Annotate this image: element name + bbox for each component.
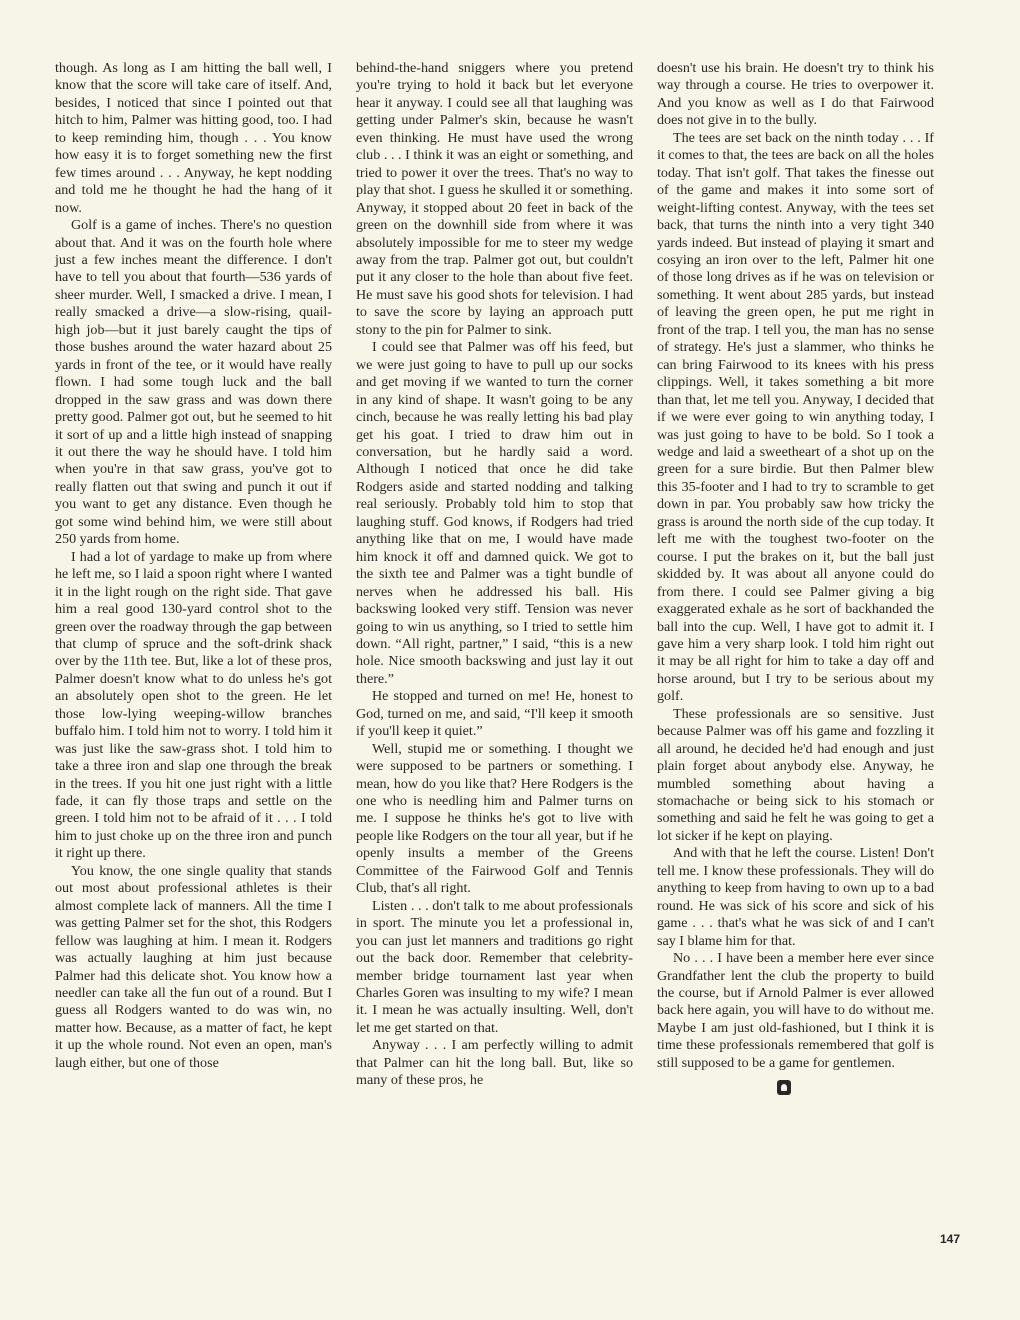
paragraph: behind-the-hand sniggers where you pretend you're trying to hold it back but let everyone hear it anyway. I could see all that laughing was getting under Palmer's skin, because he wasn't even thinking. He must have used the wrong club . . . I think it was an eight or something, and tried to power it over the trees. That's no way to play that shot. I guess he skulled it or something. Anyway, it stopped about 20 feet in back of the green on the downhill side from where it was absolutely impossible for me to steer my wedge away from the trap. Palmer got out, but couldn't put it any closer to the hole than about five feet. He must save his good shots for television. I had to save the score by laying an approach putt stony to the pin for Palmer to sink.: [356, 60, 633, 338]
paragraph: You know, the one single quality that stands out most about professional athletes is their almost complete lack of manners. All the time I was getting Palmer set for the shot, this Rodgers fellow was laughing at him. I mean it. Rodgers was actually laughing at him just because Palmer had this delicate shot. You know how a needler can take all the fun out of a round. But I guess all Rodgers wanted to do was win, no matter how. Because, as a matter of fact, he kept it up the whole round. Not even an open, man's laugh either, but one of those: [55, 862, 332, 1071]
column-1: [55, 60, 332, 1260]
paragraph: Golf is a game of inches. There's no question about that. And it was on the fourth hole where just a few inches meant the difference. I don't have to tell you about that fourth—536 yards of sheer murder. Well, I smacked a drive. I mean, I really smacked a drive—a slow-rising, quail-high job—but it just barely caught the tips of those bushes around the water hazard about 25 yards in front of the tee, or it would have really flown. I had some tough luck and the ball dropped in the saw grass and was down there pretty good. Palmer got out, but he seemed to hit it sort of up and a little high instead of snapping it out there the way he should have. I told him when you're in that saw grass, you've got to really flatten out that swing and punch it out if you want to get any distance. Even though he got some wind behind him, we were still about 250 yards from home.: [55, 217, 332, 548]
paragraph: No . . . I have been a member here ever since Grandfather lent the club the property to build the course, but if Arnold Palmer is ever allowed back here again, you will have to do without me. Maybe I am just old-fashioned, but I think it is time these professionals remembered that golf is still supposed to be a game for gentlemen.: [657, 950, 934, 1071]
paragraph: And with that he left the course. Listen! Don't tell me. I know these professionals. They will do anything to keep from having to own up to a bad round. He was sick of his score and sick of his game . . . that's what he was sick of and I can't say I blame him for that.: [657, 845, 934, 949]
paragraph: The tees are set back on the ninth today . . . If it comes to that, the tees are back on all the holes today. That isn't golf. That takes the finesse out of the game and makes it into some sort of weight-lifting contest. Anyway, with the tees set back, that turns the ninth into a very tight 340 yards indeed. But instead of playing it smart and cosying an iron over to the left, Palmer hit one of those long drives as if he was on television or something. It went about 285 yards, but instead of leaving the green open, he put me right in front of the trap. I tell you, the man has no sense of strategy. He's just a slammer, who thinks he can bring Fairwood to its knees with his press clippings. Well, it takes something a bit more than that, let me tell you. Anyway, I decided that if we were ever going to win anything today, I was just going to have to be bold. So I took a wedge and laid a sweetheart of a shot up on the green for a sure birdie. But then Palmer blew this 35-footer and I had to try to scramble to get down in par. You probably saw how tricky the grass is around the north side of the cup today. It left me with the toughest two-footer on the course. I put the brakes on it, but the ball just skidded by. It was about all anyone could do from there. I could see Palmer giving a big exaggerated exhale as he sort of backhanded the ball into the cup. Well, I have got to admit it. I gave him a very sharp look. I told him right out it may be all right for him to take a day off and horse around, but I try to be serious about my golf.: [657, 129, 934, 705]
column-3: [657, 60, 934, 1260]
page-number: 147: [939, 1232, 960, 1246]
article-body: [55, 60, 935, 1260]
paragraph: These professionals are so sensitive. Just because Palmer was off his game and fozzling it all around, he decided he'd had enough and just plain forget about anybody else. Anyway, he mumbled something about having a stomachache or being sick to his stomach or something and said he felt he was going to get a lot sicker if he kept on playing.: [657, 705, 934, 844]
paragraph: though. As long as I am hitting the ball well, I know that the score will take care of itself. And, besides, I noticed that since I pointed out that hitch to him, Palmer was hitting good, too. I had to keep reminding him, though . . . You know how easy it is to forget something new the first few times around . . . Anyway, he kept nodding and told me he thought he had the hang of it now.: [55, 60, 332, 216]
paragraph: I had a lot of yardage to make up from where he left me, so I laid a spoon right where I wanted it in the light rough on the right side. That gave him a real good 130-yard control shot to the green over the roadway through the gap between that clump of spruce and the soft-drink shack over by the 11th tee. But, like a lot of these pros, Palmer doesn't know what to do unless he's got an absolutely open shot to the green. He let those low-lying weeping-willow branches buffalo him. I told him not to worry. I told him it was just like the saw-grass shot. I told him to take a three iron and slap one through the break in the trees. If you hit one just right with a little fade, it can fly those traps and settle on the green. I told him not to be afraid of it . . . I told him to just choke up on the three iron and punch it right up there.: [55, 548, 332, 862]
paragraph: Anyway . . . I am perfectly willing to admit that Palmer can hit the long ball. But, like so many of these pros, he: [356, 1037, 633, 1089]
column-2: [356, 60, 633, 1260]
rabbit-head-icon: [777, 1080, 791, 1095]
paragraph: I could see that Palmer was off his feed, but we were just going to have to pull up our socks and get moving if we wanted to turn the corner in any kind of shape. It wasn't going to be any cinch, because he was really letting his bad play get his goat. I tried to draw him out in conversation, but he hardly said a word. Although I noticed that once he did take Rodgers aside and started nodding and talking real seriously. Probably told him to stop that laughing stuff. God knows, if Rodgers had tried anything like that on me, I would have made him knock it off and damned quick. We got to the sixth tee and Palmer was a tight bundle of nerves when he addressed his ball. His backswing looked very stiff. Tension was never going to win us anything, so I tried to settle him down. “All right, partner,” I said, “this is a new hole. Nice smooth backswing and just lay it out there.”: [356, 339, 633, 687]
paragraph: He stopped and turned on me! He, honest to God, turned on me, and said, “I'll keep it smooth if you'll keep it quiet.”: [356, 688, 633, 740]
paragraph: Listen . . . don't talk to me about professionals in sport. The minute you let a professional in, you can just let manners and traditions go right out the back door. Remember that celebrity-member bridge tournament last year when Charles Goren was insulting to my wife? I mean it. I mean he was actually insulting. Well, don't let me get started on that.: [356, 897, 633, 1036]
paragraph: doesn't use his brain. He doesn't try to think his way through a course. He tries to overpower it. And you know as well as I do that Fairwood does not give in to the bully.: [657, 60, 934, 129]
paragraph: Well, stupid me or something. I thought we were supposed to be partners or something. I mean, how do you like that? Here Rodgers is the one who is needling him and Palmer turns on me. I suppose he thinks he's got to live with people like Rodgers on the tour all year, but if he openly insults a member of the Greens Committee of the Fairwood Golf and Tennis Club, that's all right.: [356, 740, 633, 897]
